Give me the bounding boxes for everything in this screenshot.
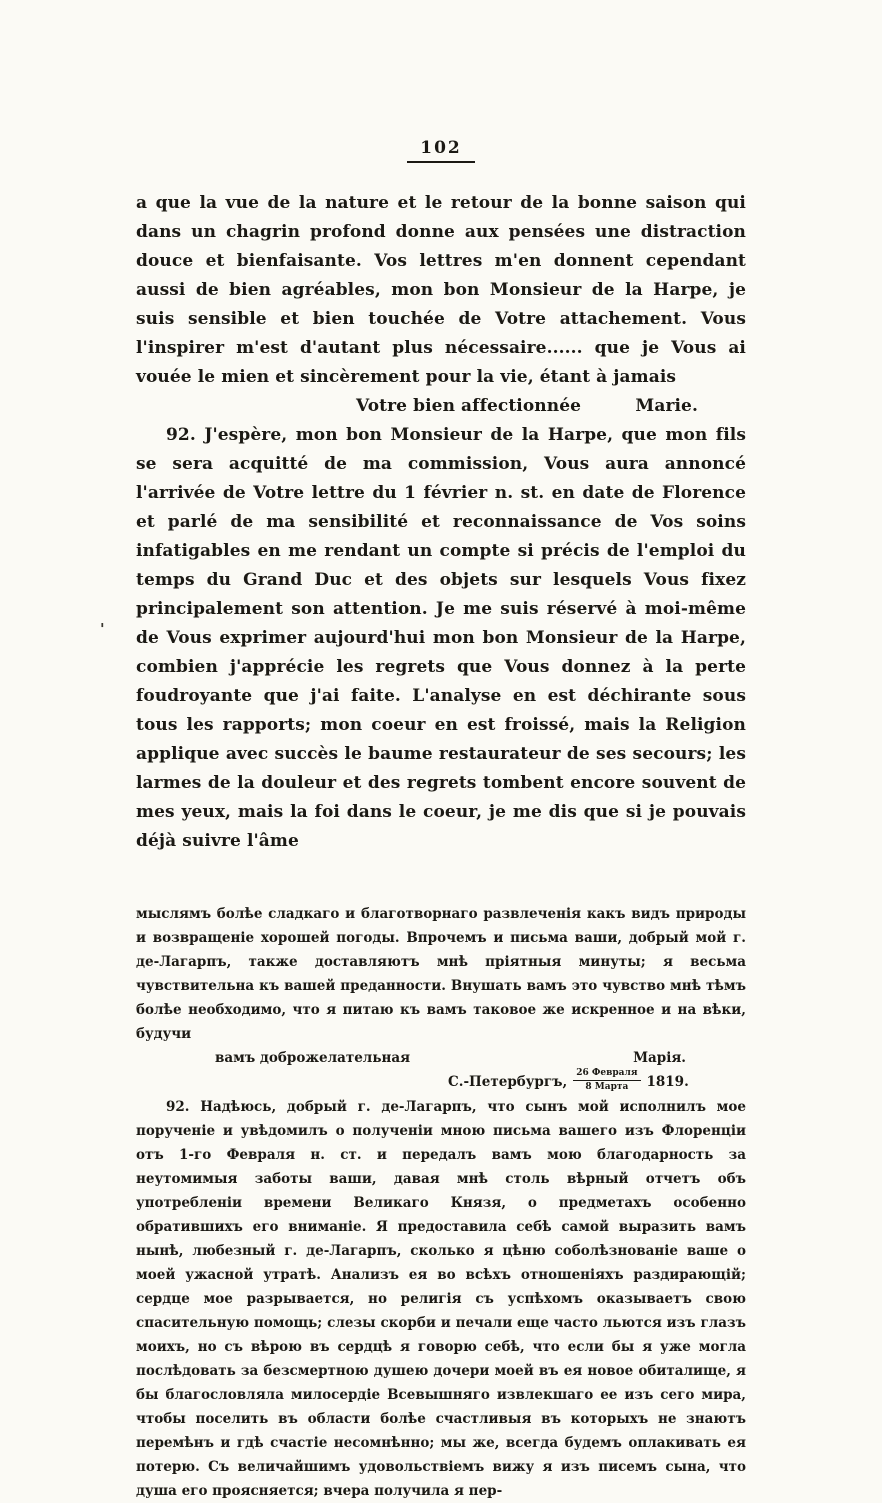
russian-signature-line <box>136 1046 746 1070</box>
page-number: 102 <box>407 138 475 163</box>
russian-paragraph-92: 92. Надѣюсь, добрый г. де-Лагарпъ, что сынъ мой исполнилъ мое порученіе и увѣдомилъ о полученіи мною письма вашего изъ Флоренціи отъ 1-го Февраля н. ст. и передалъ вамъ мою благодарность за неутомимыя заботы ваши, давая мнѣ столь вѣрный отчетъ объ употребленіи времени Великаго Князя, о предметахъ особенно обратившихъ его вниманіе. Я предоставила себѣ самой выразить вамъ нынѣ, любезный г. де-Лагарпъ, сколько я цѣню соболѣзнованіе ваше о моей ужасной утратѣ. Анализъ ея во всѣхъ отношеніяхъ раздирающій; сердце мое разрывается, но религія съ успѣхомъ оказываетъ свою спасительную помощь; слезы скорби и печали еще часто льются изъ глазъ моихъ, но съ вѣрою въ сердцѣ я говорю себѣ, что если бы я уже могла послѣдовать за безсмертною душею дочери моей въ ея новое обиталище, я бы благословляла милосердіе Всевышняго извлекшаго ее изъ сего мира, чтобы поселить въ области болѣе счастливыя въ которыхъ не знаютъ перемѣнъ и гдѣ счастіе несомнѣнно; мы же, всегда будемъ оплакивать ея потерю. Съ величайшимъ удовольствіемъ вижу я изъ писемъ сына, что душа его проясняется; вчера получила я пер- <box>136 1099 746 1499</box>
dateline-place: С.-Петербургъ, <box>448 1074 568 1090</box>
french-paragraph-continuation: a que la vue de la nature et le retour de la bonne saison qui dans un chagrin profond donne aux pensées une distraction douce et bienfaisante. Vos lettres m'en donnent cependant aussi de bien agréables, mon bon Monsieur de la Harpe, je suis sensible et bien touchée de Votre attachement. Vous l'inspirer m'est d'autant plus nécessaire...... que je Vous ai vouée le mien et sincèrement pour la vie, étant à jamais <box>136 193 746 387</box>
french-letter-section <box>136 189 746 856</box>
russian-valediction: вамъ доброжелательная <box>215 1050 411 1066</box>
russian-signature: Марія. <box>633 1050 686 1066</box>
french-paragraph-92: 92. J'espère, mon bon Monsieur de la Harpe, que mon fils se sera acquitté de ma commission, Vous aura annoncé l'arrivée de Votre lettre du 1 février n. st. en date de Florence et parlé de ma sensibilité et reconnaissance de Vos soins infatigables en me rendant un compte si précis de l'emploi du temps du Grand Duc et des objets sur lesquels Vous fixez principalement son attention. Je me suis réservé à moi-même de Vous exprimer aujourd'hui mon bon Monsieur de la Harpe, combien j'apprécie les regrets que Vous donnez à la perte foudroyante que j'ai faite. L'analyse en est déchirante sous tous les rapports; mon coeur en est froissé, mais la Religion applique avec succès le baume restaurateur de ses secours; les larmes de la douleur et des regrets tombent encore souvent de mes yeux, mais la foi dans le coeur, je me dis que si je pouvais déjà suivre l'âme <box>136 425 746 851</box>
page-header <box>136 138 746 163</box>
dateline-date-old-style: 26 Февраля <box>573 1068 640 1081</box>
french-signature-line <box>136 392 746 421</box>
french-signature: Marie. <box>635 396 698 416</box>
dateline-date-fraction <box>573 1068 640 1093</box>
french-valediction: Votre bien affectionnée <box>356 396 582 416</box>
dateline-date-new-style: 8 Марта <box>585 1082 629 1092</box>
scan-artifact-mark: ' <box>100 620 105 638</box>
dateline <box>136 1070 746 1095</box>
russian-paragraph-continuation: мыслямъ болѣе сладкаго и благотворнаго развлеченія какъ видъ природы и возвращеніе хорошей погоды. Впрочемъ и письма ваши, добрый мой г. де-Лагарпъ, также доставляютъ мнѣ пріятныя минуты; я весьма чувствительна къ вашей преданности. Внушать вамъ это чувство мнѣ тѣмъ болѣе необходимо, что я питаю къ вамъ таковое же искренное и на вѣки, будучи <box>136 906 746 1042</box>
russian-translation-section <box>136 902 746 1503</box>
dateline-year: 1819. <box>646 1074 689 1090</box>
